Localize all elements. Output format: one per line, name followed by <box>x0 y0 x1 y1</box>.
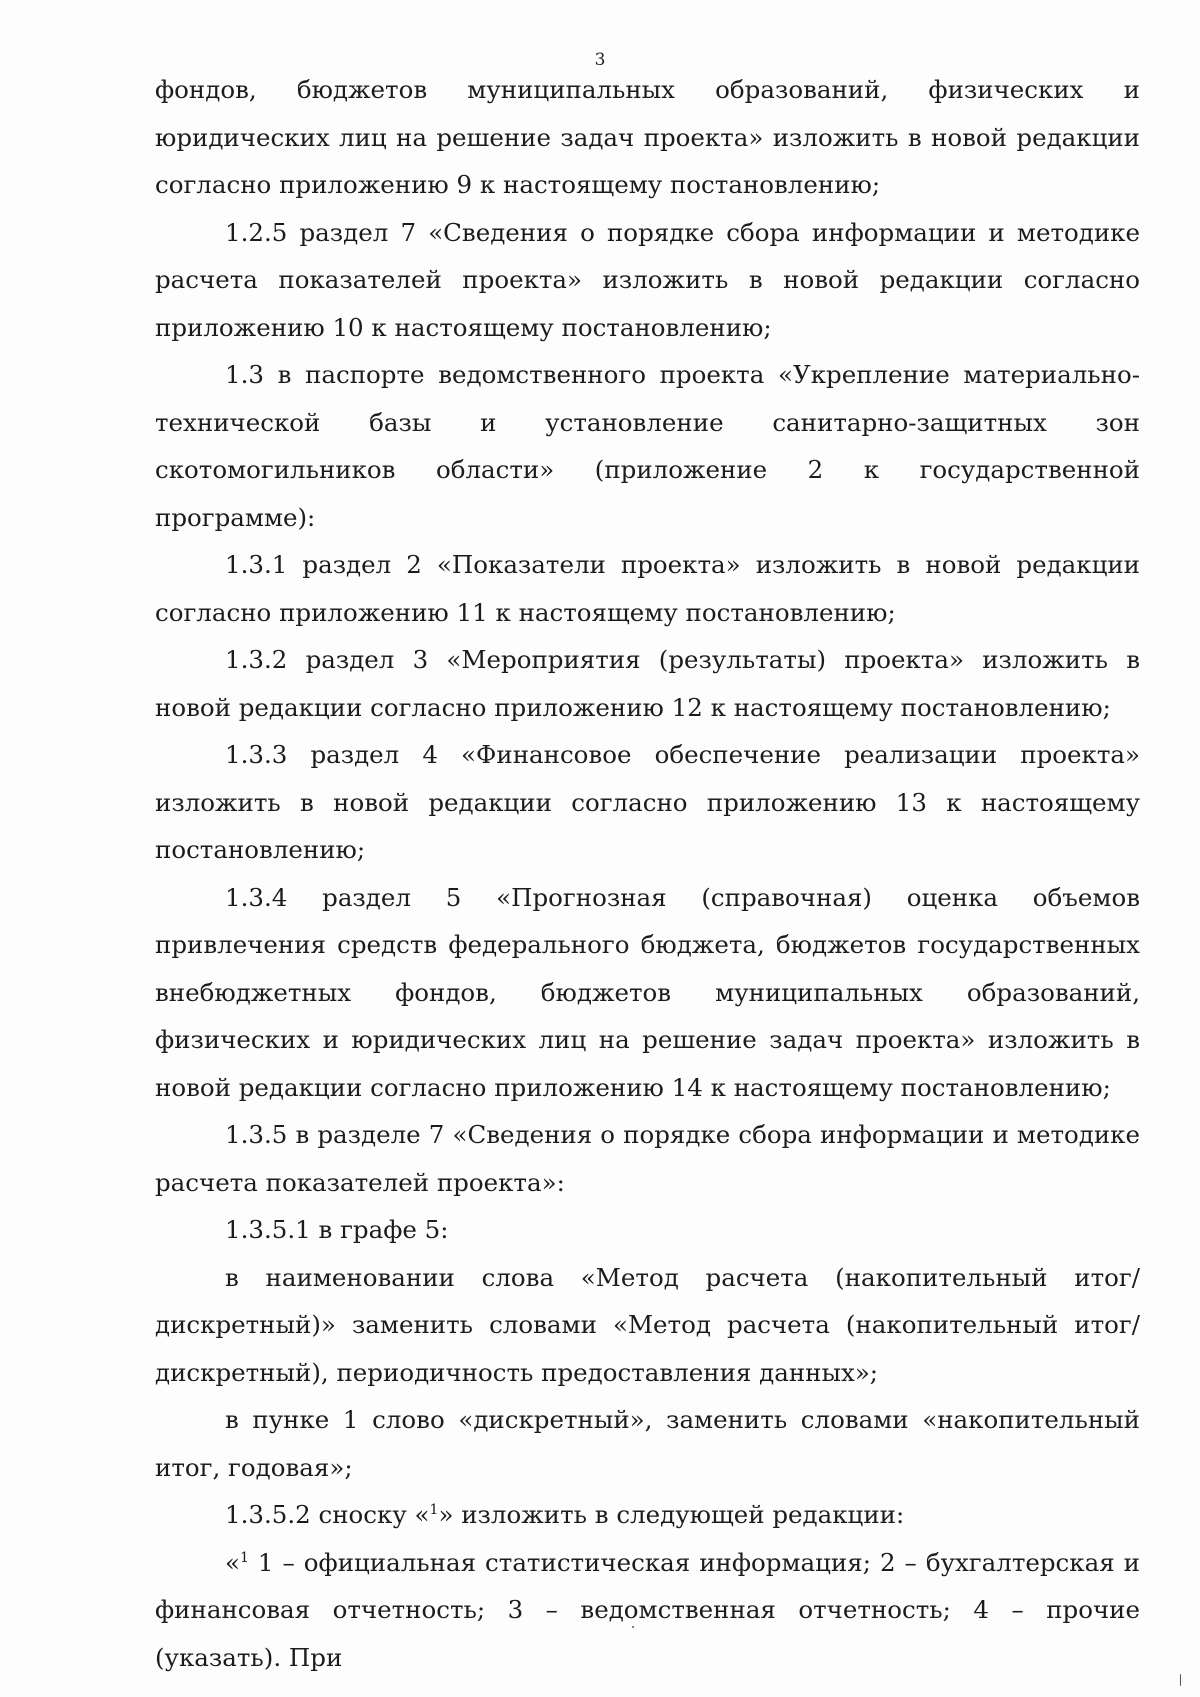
footnote-marker: 1 <box>240 1549 249 1566</box>
scan-speck <box>632 1626 634 1628</box>
paragraph <box>155 1539 1140 1682</box>
paragraph-text: 1 – официальная статистическая информация; 2 – бухгалтерская и финансовая отчетность; 3 – ведомственная отчетность; 4 – прочие (указать). При <box>155 1547 1140 1672</box>
paragraph-text: » изложить в следующей редакции: <box>438 1500 905 1529</box>
paragraph: 1.3.3 раздел 4 «Финансовое обеспечение реализации проекта» изложить в новой редакции согласно приложению 13 к настоящему постановлению; <box>155 740 1140 864</box>
paragraph-text: 1.3.5.2 сноску « <box>225 1500 430 1529</box>
page-number: 3 <box>594 50 606 70</box>
paragraph: в пунке 1 слово «дискретный», заменить словами «накопительный итог, годовая»; <box>155 1405 1140 1482</box>
paragraph: 1.3.5 в разделе 7 «Сведения о порядке сбора информации и методике расчета показателей проекта»: <box>155 1120 1140 1197</box>
paragraph: 1.2.5 раздел 7 «Сведения о порядке сбора информации и методике расчета показателей проекта» изложить в новой редакции согласно приложению 10 к настоящему постановлению; <box>155 217 1140 342</box>
paragraph: 1.3.4 раздел 5 «Прогнозная (справочная) оценка объемов привлечения средств федерального бюджета, бюджетов государственных внебюджетных фондов, бюджетов муниципальных образований, физических и юридических лиц на решение задач проекта» изложить в новой редакции согласно приложению 14 к настоящему постановлению; <box>155 882 1140 1102</box>
paragraph: 1.3.1 раздел 2 «Показатели проекта» изложить в новой редакции согласно приложению 11 к настоящему постановлению; <box>155 550 1140 627</box>
footnote-marker: 1 <box>429 1502 439 1518</box>
paragraph <box>155 1491 1140 1539</box>
scan-speck <box>1180 1674 1181 1686</box>
paragraph: в наименовании слова «Метод расчета (накопительный итог/дискретный)» заменить словами «Метод расчета (накопительный итог/дискретный), периодичность предоставления данных»; <box>155 1262 1140 1387</box>
paragraph: 1.3.2 раздел 3 «Мероприятия (результаты) проекта» изложить в новой редакции согласно приложению 12 к настоящему постановлению; <box>155 645 1140 722</box>
paragraph-text: « <box>225 1547 240 1577</box>
paragraph: 1.3.5.1 в графе 5: <box>225 1215 449 1244</box>
document-body <box>155 66 1140 1681</box>
paragraph: 1.3 в паспорте ведомственного проекта «Укрепление материально-технической базы и установление санитарно-защитных зон скотомогильников области» (приложение 2 к государственной программе): <box>155 360 1140 532</box>
paragraph: фондов, бюджетов муниципальных образований, физических и юридических лиц на решение задач проекта» изложить в новой редакции согласно приложению 9 к настоящему постановлению; <box>155 75 1140 199</box>
